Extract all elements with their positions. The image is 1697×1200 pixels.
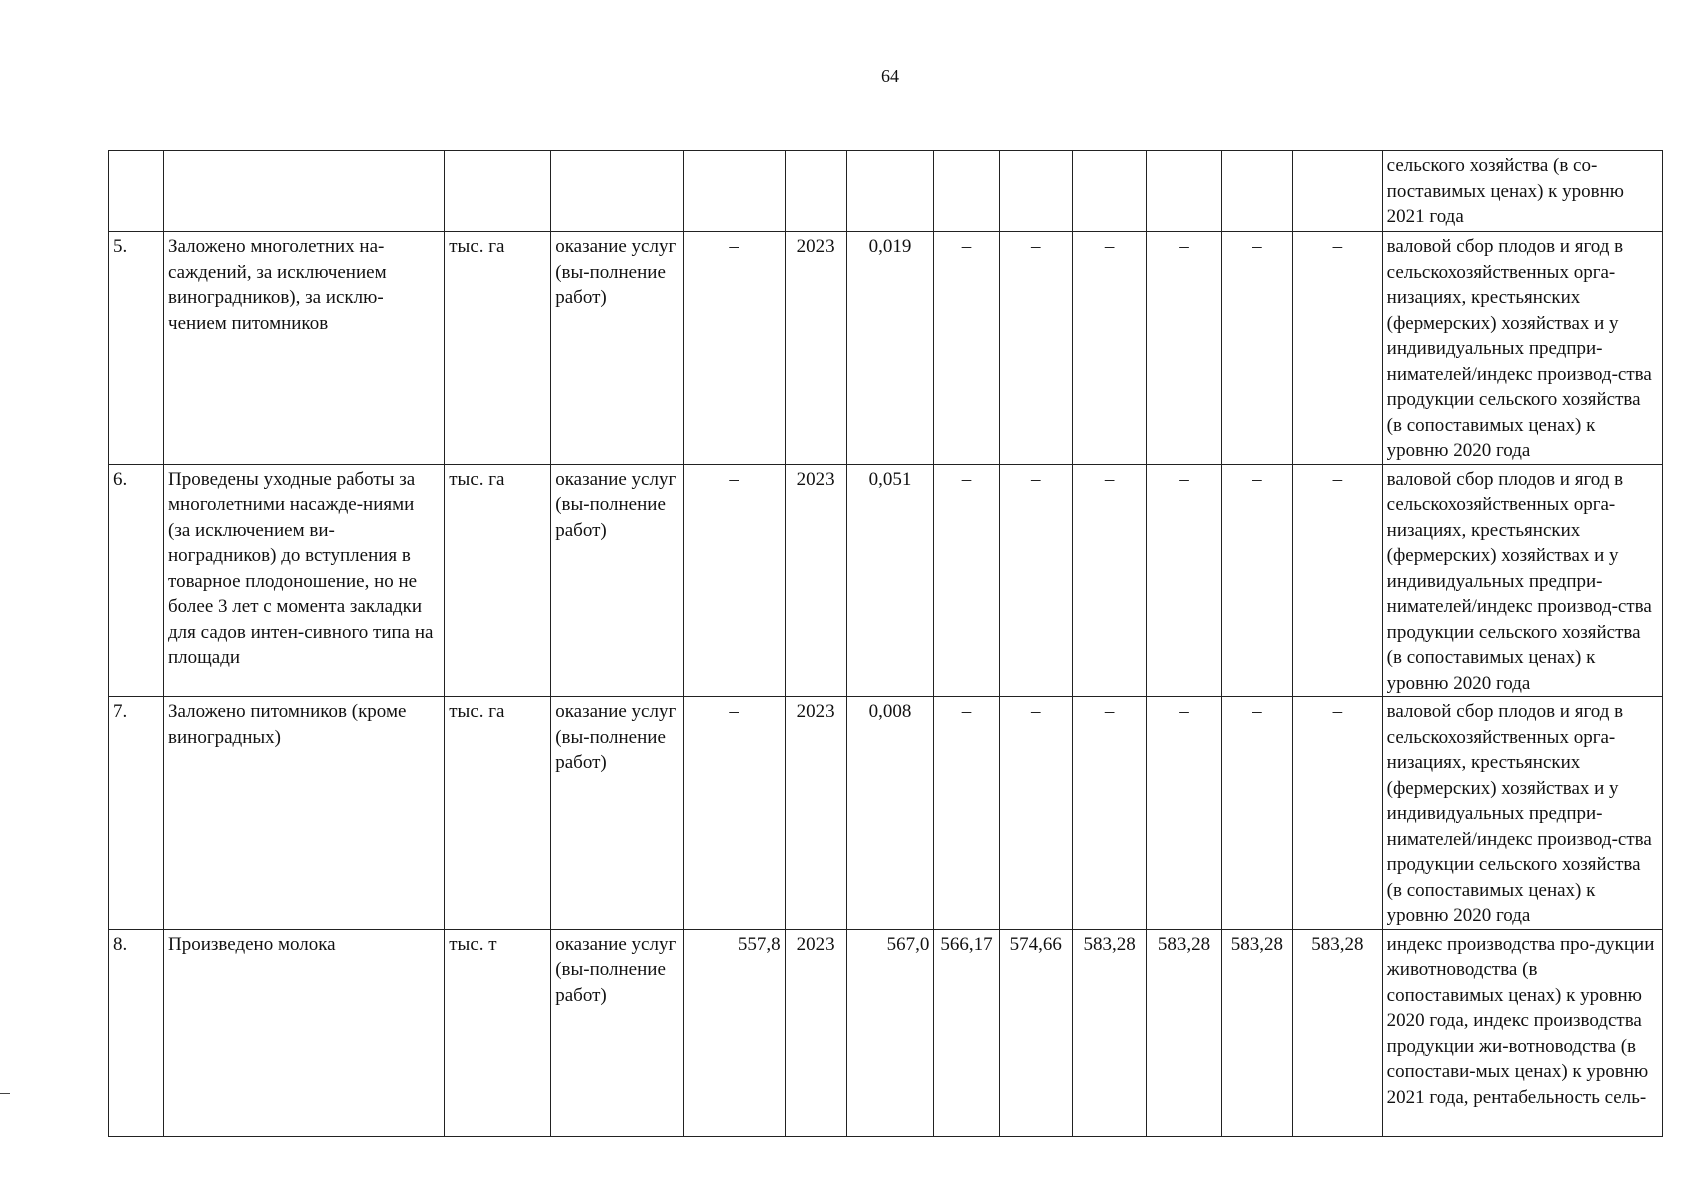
cell-base-year: 2023	[785, 232, 846, 465]
cell-v4: –	[1072, 464, 1146, 697]
cell-v3: 574,66	[999, 929, 1072, 1136]
cell-base-year	[785, 151, 846, 232]
cell-type	[551, 151, 683, 232]
cell-base-value: –	[683, 697, 785, 930]
cell-v1: 0,051	[846, 464, 934, 697]
cell-base-value	[683, 151, 785, 232]
cell-unit: тыс. га	[445, 232, 551, 465]
cell-name: Произведено молока	[164, 929, 445, 1136]
cell-indicator: индекс производства про-дукции животноводства (в сопоставимых ценах) к уровню 2020 года, индекс производства продукции жи-вотноводства (в сопостави-мых ценах) к уровню 2021 года, рентабельность сель-	[1382, 929, 1662, 1136]
cell-v2: –	[934, 232, 999, 465]
cell-base-year: 2023	[785, 929, 846, 1136]
cell-unit: тыс. т	[445, 929, 551, 1136]
table-row-continuation	[109, 151, 1663, 232]
cell-v5: –	[1147, 464, 1221, 697]
cell-base-value: –	[683, 464, 785, 697]
cell-num: 8.	[109, 929, 164, 1136]
cell-v4: 583,28	[1072, 929, 1146, 1136]
cell-v4: –	[1072, 232, 1146, 465]
cell-v7	[1292, 151, 1382, 232]
cell-indicator: сельского хозяйства (в со-поставимых ценах) к уровню 2021 года	[1382, 151, 1662, 232]
cell-num	[109, 151, 164, 232]
program-table	[108, 150, 1663, 1137]
cell-v6: –	[1221, 464, 1292, 697]
cell-v4: –	[1072, 697, 1146, 930]
cell-v2: –	[934, 464, 999, 697]
scan-mark-left	[0, 1093, 10, 1094]
cell-base-year: 2023	[785, 697, 846, 930]
cell-v6	[1221, 151, 1292, 232]
cell-indicator: валовой сбор плодов и ягод в сельскохозяйственных орга-низациях, крестьянских (фермерских) хозяйствах и у индивидуальных предпри-нимателей/индекс производ-ства продукции сельского хозяйства (в сопоставимых ценах) к уровню 2020 года	[1382, 697, 1662, 930]
cell-base-value: –	[683, 232, 785, 465]
cell-v7: 583,28	[1292, 929, 1382, 1136]
cell-name: Заложено питомников (кроме виноградных)	[164, 697, 445, 930]
cell-unit: тыс. га	[445, 464, 551, 697]
cell-indicator: валовой сбор плодов и ягод в сельскохозяйственных орга-низациях, крестьянских (фермерских) хозяйствах и у индивидуальных предпри-нимателей/индекс производ-ства продукции сельского хозяйства (в сопоставимых ценах) к уровню 2020 года	[1382, 464, 1662, 697]
cell-v5	[1147, 151, 1221, 232]
cell-v2	[934, 151, 999, 232]
cell-v7: –	[1292, 232, 1382, 465]
cell-v1: 0,019	[846, 232, 934, 465]
cell-type: оказание услуг (вы-полнение работ)	[551, 929, 683, 1136]
cell-v1: 0,008	[846, 697, 934, 930]
cell-v6: –	[1221, 232, 1292, 465]
cell-v7: –	[1292, 697, 1382, 930]
cell-v2: –	[934, 697, 999, 930]
cell-name	[164, 151, 445, 232]
cell-type: оказание услуг (вы-полнение работ)	[551, 232, 683, 465]
cell-indicator: валовой сбор плодов и ягод в сельскохозяйственных орга-низациях, крестьянских (фермерских) хозяйствах и у индивидуальных предпри-нимателей/индекс производ-ства продукции сельского хозяйства (в сопоставимых ценах) к уровню 2020 года	[1382, 232, 1662, 465]
cell-v6: –	[1221, 697, 1292, 930]
cell-v3	[999, 151, 1072, 232]
cell-base-year: 2023	[785, 464, 846, 697]
cell-v1: 567,0	[846, 929, 934, 1136]
cell-v5: –	[1147, 232, 1221, 465]
table-row	[109, 697, 1663, 930]
cell-num: 5.	[109, 232, 164, 465]
cell-v2: 566,17	[934, 929, 999, 1136]
cell-unit	[445, 151, 551, 232]
cell-type: оказание услуг (вы-полнение работ)	[551, 464, 683, 697]
cell-name: Проведены уходные работы за многолетними насажде-ниями (за исключением ви-ноградников) до вступления в товарное плодоношение, но не более 3 лет с момента закладки для садов интен-сивного типа на площади	[164, 464, 445, 697]
cell-v3: –	[999, 232, 1072, 465]
table-row	[109, 464, 1663, 697]
cell-v7: –	[1292, 464, 1382, 697]
cell-v4	[1072, 151, 1146, 232]
cell-v6: 583,28	[1221, 929, 1292, 1136]
cell-v1	[846, 151, 934, 232]
table-row	[109, 929, 1663, 1136]
cell-num: 7.	[109, 697, 164, 930]
cell-v5: –	[1147, 697, 1221, 930]
cell-v5: 583,28	[1147, 929, 1221, 1136]
cell-v3: –	[999, 464, 1072, 697]
cell-num: 6.	[109, 464, 164, 697]
cell-v3: –	[999, 697, 1072, 930]
page-number: 64	[881, 66, 899, 86]
cell-type: оказание услуг (вы-полнение работ)	[551, 697, 683, 930]
cell-base-value: 557,8	[683, 929, 785, 1136]
table-row	[109, 232, 1663, 465]
cell-unit: тыс. га	[445, 697, 551, 930]
cell-name: Заложено многолетних на-саждений, за исключением виноградников), за исклю-чением питомников	[164, 232, 445, 465]
